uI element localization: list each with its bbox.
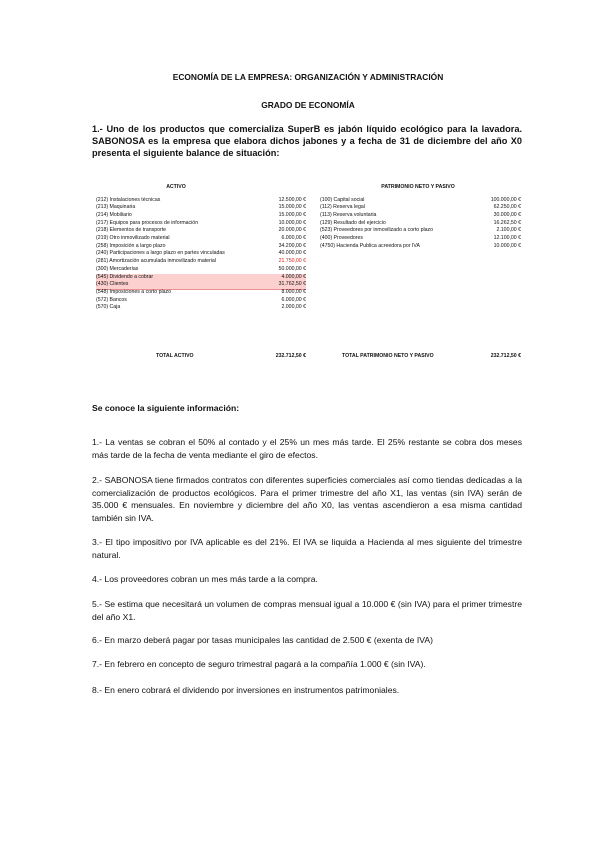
pasivo-row xyxy=(320,243,521,251)
info-item-5: 5.- Se estima que necesitará un volumen de compras mensual igual a 10.000 € (sin IVA) para el primer trimestre del año X1. xyxy=(92,599,522,622)
info-heading: Se conoce la siguiente información: xyxy=(92,403,240,413)
info-item-2: 2.- SABONOSA tiene firmados contratos con diferentes superficies comerciales así como tiendas dedicadas a la comercialización de productos ecológicos. Para el primer trimestre del año X1, las ventas (sin IVA) serán de 35.000 € mensuales. En noviembre y diciembre del año X0, las ventas ascendieron a esa misma cantidad también sin IVA. xyxy=(92,475,522,523)
activo-row xyxy=(96,289,306,297)
activo-row-label: (572) Bancos xyxy=(96,296,127,303)
pasivo-row-label: (129) Resultado del ejercicio xyxy=(320,219,386,226)
activo-row-value: 4.000,00 € xyxy=(281,273,306,280)
info-item-7: 7.- En febrero en concepto de seguro trimestral pagará a la compañía 1.000 € (sin IVA). xyxy=(92,659,426,669)
activo-row-label: (217) Equipos para procesos de información xyxy=(96,219,199,226)
total-activo-value: 232.712,50 € xyxy=(275,353,306,359)
info-item-4: 4.- Los proveedores cobran un mes más tarde a la compra. xyxy=(92,574,318,584)
activo-row-value: 10.000,00 € xyxy=(278,219,306,226)
activo-row-label: (213) Maquinaria xyxy=(96,204,136,211)
activo-row xyxy=(96,304,306,312)
exercise-intro: 1.- Uno de los productos que comercializa SuperB es jabón líquido ecológico para la lavadora. SABONOSA es la empresa que elabora dichos jabones y a fecha de 31 de diciembre del año X0 presenta el siguiente balance de situación: xyxy=(92,124,522,159)
document-title: ECONOMÍA DE LA EMPRESA: ORGANIZACIÓN Y ADMINISTRACIÓN xyxy=(172,72,444,82)
activo-row-value: 6.000,00 € xyxy=(281,235,306,241)
activo-row xyxy=(96,220,306,228)
pasivo-row-label: (113) Reserva voluntaria xyxy=(320,211,377,218)
activo-row xyxy=(96,235,306,243)
activo-row-label: (430) Clientes xyxy=(96,281,129,288)
pasivo-row-label: (112) Reserva legal xyxy=(320,204,365,211)
pasivo-row-value: 2.100,00 € xyxy=(496,227,521,234)
info-item-8: 8.- En enero cobrará el dividendo por inversiones en instrumentos patrimoniales. xyxy=(92,685,400,695)
pasivo-row xyxy=(320,212,521,220)
pasivo-row-value: 30.000,00 € xyxy=(493,211,521,218)
total-pasivo-value: 232.712,50 € xyxy=(490,353,521,359)
pasivo-row xyxy=(320,235,521,243)
pasivo-row xyxy=(320,197,521,205)
activo-row-label: (545) Dividendo a cobrar xyxy=(96,273,154,280)
activo-row xyxy=(96,266,306,274)
activo-row xyxy=(96,243,306,251)
activo-row-label: (214) Mobiliario xyxy=(96,211,132,218)
activo-row-value: 20.000,00 € xyxy=(278,227,306,234)
pasivo-row-label: (523) Proveedores por inmovilizado a corto plazo xyxy=(320,227,434,234)
activo-row-value: 50.000,00 € xyxy=(278,265,306,272)
pasivo-row-value: 12.100,00 € xyxy=(493,235,521,241)
activo-row-value: 6.000,00 € xyxy=(281,296,306,303)
info-item-3: 3.- El tipo impositivo por IVA aplicable es del 21%. El IVA se liquida a Hacienda al mes siguiente del trimestre natural. xyxy=(92,537,522,560)
activo-row xyxy=(96,297,306,305)
activo-row-value: 12.500,00 € xyxy=(278,196,306,203)
activo-row-label: (281) Amortización acumulada inmovilizado material xyxy=(96,258,216,265)
activo-row-amortizacion xyxy=(96,258,306,266)
pasivo-row-value: 62.250,00 € xyxy=(493,204,521,211)
activo-row xyxy=(96,227,306,235)
activo-row-value-negative: 21.750,00 € xyxy=(278,258,306,265)
activo-row-value: 8.000,00 € xyxy=(281,288,306,295)
activo-row-label: (570) Caja xyxy=(96,304,121,311)
pasivo-row xyxy=(320,204,521,212)
activo-row-label: (218) Elementos de transporte xyxy=(96,227,167,234)
activo-row xyxy=(96,204,306,212)
activo-row-label: (240) Participaciones a largo plazo en partes vinculadas xyxy=(96,250,225,257)
pasivo-row-label: (4750) Hacienda Publica acreedora por IVA xyxy=(320,242,420,249)
activo-row-label: (258) Imposición a largo plazo xyxy=(96,242,166,249)
pasivo-row-value: 16.262,50 € xyxy=(493,219,521,226)
document-subtitle: GRADO DE ECONOMÍA xyxy=(261,100,355,110)
activo-row-label: (212) Instalaciones técnicas xyxy=(96,196,161,203)
pasivo-row xyxy=(320,227,521,235)
pasivo-row xyxy=(320,220,521,228)
activo-row xyxy=(96,197,306,205)
info-item-6: 6.- En marzo deberá pagar por tasas municipales las cantidad de 2.500 € (exenta de IVA) xyxy=(92,635,433,645)
activo-row-value: 34.200,00 € xyxy=(278,242,306,249)
activo-row-value: 31.762,50 € xyxy=(278,281,306,288)
pasivo-row-value: 100.000,00 € xyxy=(490,196,521,203)
pasivo-heading: PATRIMONIO NETO Y PASIVO xyxy=(381,184,455,190)
info-item-1: 1.- La ventas se cobran el 50% al contado y el 25% un mes más tarde. El 25% restante se cobra dos meses más tarde de la fecha de venta mediante el giro de efectos. xyxy=(92,437,522,460)
total-pasivo-label: TOTAL PATRIMONIO NETO Y PASIVO xyxy=(342,353,434,359)
activo-row-label: (548) Imposiciones a corto plazo xyxy=(96,288,171,295)
activo-row-value: 15.000,00 € xyxy=(278,204,306,211)
activo-row xyxy=(96,250,306,258)
pasivo-row-label: (100) Capital social xyxy=(320,196,365,203)
pasivo-row-label: (400) Proveedores xyxy=(320,235,363,241)
activo-row-value: 2.000,00 € xyxy=(281,304,306,311)
activo-row-label: (219) Otro inmovilizado material xyxy=(96,235,170,241)
activo-row xyxy=(96,212,306,220)
activo-row-label: (300) Mercaderías xyxy=(96,265,139,272)
activo-heading: ACTIVO xyxy=(166,184,186,190)
total-activo-label: TOTAL ACTIVO xyxy=(156,353,194,359)
activo-row-value: 40.000,00 € xyxy=(278,250,306,257)
pasivo-row-value: 10.000,00 € xyxy=(493,242,521,249)
activo-row-value: 15.000,00 € xyxy=(278,211,306,218)
